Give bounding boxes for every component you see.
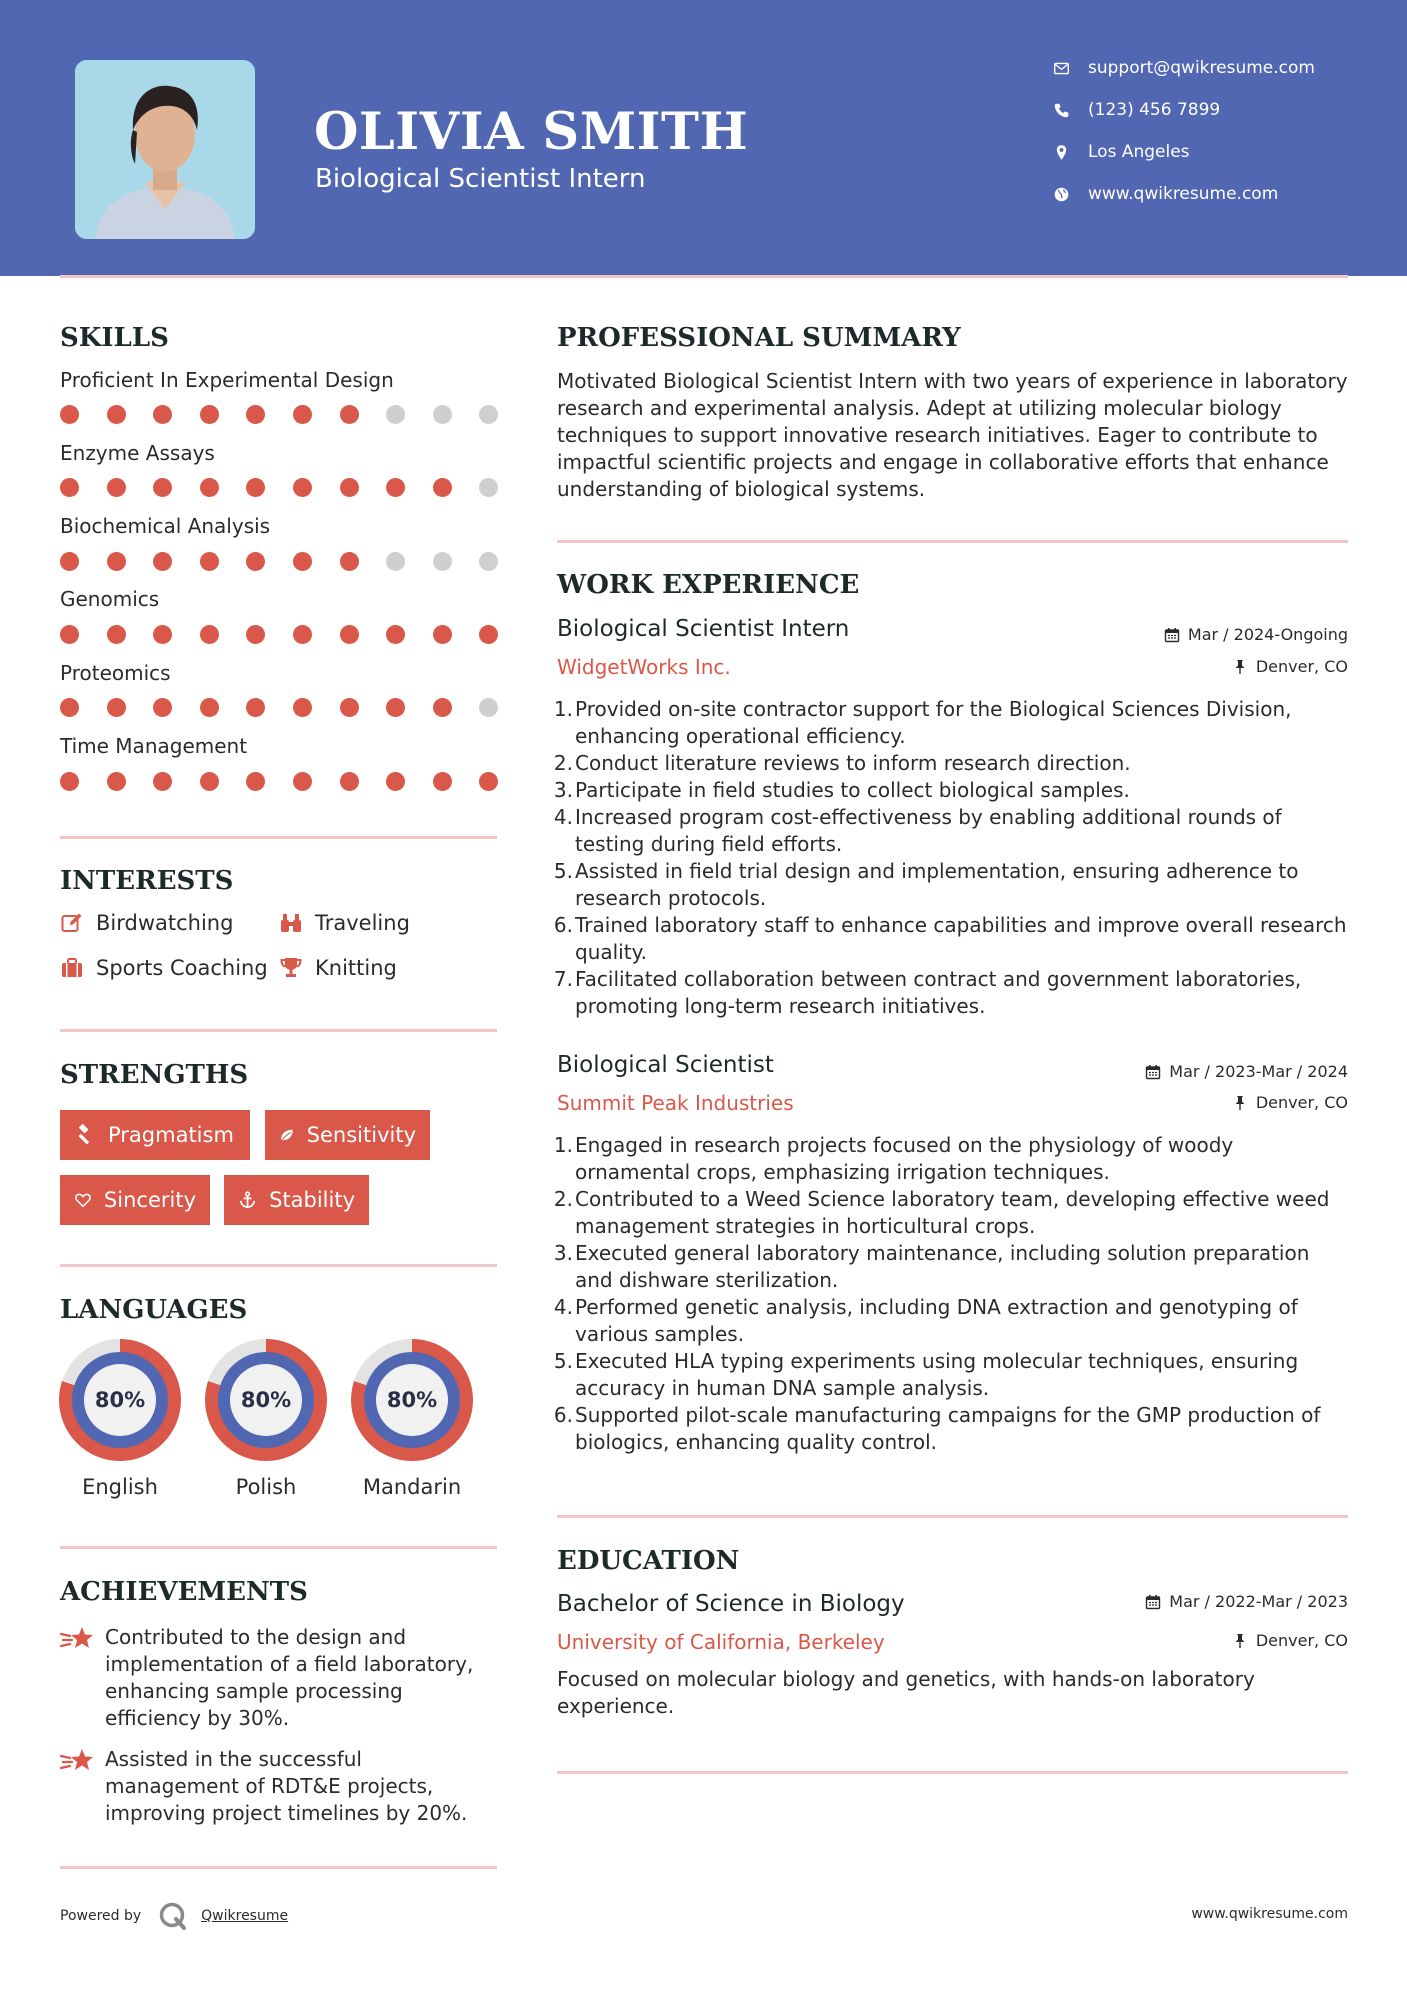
calendar-icon	[1164, 627, 1180, 643]
skill-dot	[433, 698, 452, 717]
map-marker-icon	[1050, 141, 1072, 163]
skill-dot	[107, 405, 126, 424]
globe-icon	[1050, 183, 1072, 205]
skill-dot	[200, 552, 219, 571]
calendar-icon	[1145, 1064, 1161, 1080]
skill-rating	[60, 698, 500, 718]
skill-dot	[60, 625, 79, 644]
skill-dot	[340, 625, 359, 644]
strength-label: Sensitivity	[306, 1123, 416, 1147]
skill-dot	[293, 698, 312, 717]
pushpin-icon	[1232, 1633, 1248, 1649]
skill-dot	[479, 552, 498, 571]
contact-phone-text: (123) 456 7899	[1088, 100, 1221, 120]
skill-dot	[386, 405, 405, 424]
skill-dot	[60, 478, 79, 497]
skill-dot	[200, 772, 219, 791]
strength-tag	[224, 1175, 369, 1225]
job-bullet: Supported pilot-scale manufacturing campaigns for the GMP production of biologics, enhancing quality control.	[575, 1403, 1321, 1454]
summary-title: PROFESSIONAL SUMMARY	[557, 323, 961, 353]
job-title: Biological Scientist Intern	[557, 616, 850, 642]
pushpin-icon	[1232, 659, 1248, 675]
section-divider	[557, 1771, 1348, 1774]
job-bullet: Contributed to a Weed Science laboratory team, developing effective weed management strategies in horticultural crops.	[575, 1187, 1330, 1238]
trophy-icon	[279, 956, 303, 980]
skill-dot	[340, 772, 359, 791]
skill-dot	[479, 772, 498, 791]
skill-dot	[107, 478, 126, 497]
section-divider	[60, 1546, 497, 1549]
job-date-text: Mar / 2023-Mar / 2024	[1169, 1062, 1348, 1081]
skill-dot	[153, 552, 172, 571]
job-title: Biological Scientist	[557, 1052, 774, 1078]
section-divider	[60, 1264, 497, 1267]
job-date	[1164, 625, 1348, 644]
skill-dot	[153, 698, 172, 717]
skill-dot	[246, 625, 265, 644]
education-title: EDUCATION	[557, 1546, 740, 1576]
job-bullet: Trained laboratory staff to enhance capabilities and improve overall research quality.	[575, 913, 1347, 964]
skill-dot	[153, 478, 172, 497]
language-name: Mandarin	[362, 1475, 462, 1499]
portrait-image	[75, 60, 255, 239]
education-location-text: Denver, CO	[1255, 1631, 1348, 1650]
strength-label: Sincerity	[103, 1188, 196, 1212]
strength-tag	[60, 1110, 250, 1160]
skill-dot	[433, 552, 452, 571]
skill-dot	[246, 478, 265, 497]
skill-dot	[60, 772, 79, 791]
languages-title: LANGUAGES	[60, 1295, 248, 1325]
interest-label: Birdwatching	[96, 911, 234, 935]
achievement-text: Assisted in the successful management of RDT&E projects, improving project timelines by 20%.	[105, 1747, 468, 1825]
job-company: Summit Peak Industries	[557, 1091, 794, 1115]
skill-name: Biochemical Analysis	[60, 514, 271, 538]
contact-phone[interactable]	[1050, 99, 1220, 121]
skill-name: Proteomics	[60, 661, 171, 685]
skill-dot	[433, 478, 452, 497]
interest-label: Knitting	[315, 956, 397, 980]
language-gauge	[351, 1339, 473, 1461]
job-bullets	[557, 1132, 1352, 1456]
job-bullet: Conduct literature reviews to inform research direction.	[575, 751, 1131, 775]
skill-rating	[60, 772, 500, 792]
candidate-role: Biological Scientist Intern	[315, 164, 646, 194]
skill-dot	[479, 625, 498, 644]
language-name: English	[82, 1475, 158, 1499]
section-divider	[60, 836, 497, 839]
job-date	[1145, 1062, 1348, 1081]
skill-dot	[107, 552, 126, 571]
language-percent: 80%	[376, 1364, 448, 1436]
section-divider	[60, 1029, 497, 1032]
job-bullet: Participate in field studies to collect biological samples.	[575, 778, 1130, 802]
skill-rating	[60, 478, 500, 498]
interest-label: Traveling	[315, 911, 410, 935]
skill-name: Genomics	[60, 587, 160, 611]
language-gauge	[59, 1339, 181, 1461]
anchor-icon	[238, 1189, 257, 1211]
skill-dot	[340, 478, 359, 497]
skill-dot	[200, 625, 219, 644]
job-bullet: Increased program cost-effectiveness by enabling additional rounds of testing during field efforts.	[575, 805, 1282, 856]
skill-dot	[107, 698, 126, 717]
job-bullets	[557, 696, 1352, 1020]
skill-dot	[293, 625, 312, 644]
job-bullet: Performed genetic analysis, including DNA extraction and genotyping of various samples.	[575, 1295, 1298, 1346]
gavel-icon	[74, 1124, 96, 1146]
language-percent: 80%	[84, 1364, 156, 1436]
skill-dot	[246, 405, 265, 424]
footer-powered-by	[60, 1900, 288, 1932]
contact-email[interactable]	[1050, 57, 1315, 79]
job-location	[1232, 657, 1348, 676]
job-location-text: Denver, CO	[1255, 657, 1348, 676]
pencil-square-icon	[60, 911, 84, 935]
achievement-item	[60, 1746, 500, 1827]
skill-dot	[293, 405, 312, 424]
education-degree: Bachelor of Science in Biology	[557, 1591, 905, 1617]
skill-dot	[386, 698, 405, 717]
job-date-text: Mar / 2024-Ongoing	[1187, 625, 1348, 644]
section-divider	[557, 1515, 1348, 1518]
skill-rating	[60, 625, 500, 645]
interest-item	[60, 911, 233, 935]
summary-text: Motivated Biological Scientist Intern with two years of experience in laboratory research and experimental analysis. Adept at utilizing molecular biology techniques to support innovative research initiatives. Eager to contribute to impactful scientific projects and engage in collaborative efforts that enhance understanding of biological systems.	[557, 369, 1348, 501]
contact-website[interactable]	[1050, 183, 1278, 205]
job-bullet: Engaged in research projects focused on the physiology of woody ornamental crops, emphasizing irrigation techniques.	[575, 1133, 1234, 1184]
skill-dot	[433, 625, 452, 644]
skill-dot	[246, 772, 265, 791]
skill-dot	[246, 552, 265, 571]
candidate-name: OLIVIA SMITH	[314, 102, 749, 162]
job-bullet: Executed HLA typing experiments using molecular techniques, ensuring accuracy in human DNA sample analysis.	[575, 1349, 1299, 1400]
section-divider	[557, 540, 1348, 543]
contact-location	[1050, 141, 1190, 163]
skill-dot	[386, 772, 405, 791]
job-bullet: Facilitated collaboration between contract and government laboratories, promoting long-term research initiatives.	[575, 967, 1302, 1018]
language-percent: 80%	[230, 1364, 302, 1436]
education-location	[1232, 1631, 1348, 1650]
envelope-icon	[1050, 57, 1072, 79]
leaf-icon	[279, 1124, 295, 1146]
skill-dot	[386, 552, 405, 571]
interests-title: INTERESTS	[60, 866, 234, 896]
strength-label: Pragmatism	[108, 1123, 234, 1147]
skill-dot	[386, 478, 405, 497]
strength-label: Stability	[269, 1188, 355, 1212]
skill-dot	[340, 552, 359, 571]
skill-dot	[479, 698, 498, 717]
skill-dot	[479, 478, 498, 497]
strength-tag	[265, 1110, 430, 1160]
header-divider	[60, 275, 1348, 278]
skill-rating	[60, 552, 500, 572]
strength-tag	[60, 1175, 210, 1225]
contact-location-text: Los Angeles	[1088, 142, 1190, 162]
skill-name: Time Management	[60, 734, 248, 758]
binoculars-icon	[279, 911, 303, 935]
education-school: University of California, Berkeley	[557, 1630, 885, 1654]
skill-dot	[340, 698, 359, 717]
interest-item	[60, 956, 268, 980]
skill-dot	[433, 405, 452, 424]
skill-dot	[433, 772, 452, 791]
education-date-text: Mar / 2022-Mar / 2023	[1169, 1592, 1348, 1611]
skill-dot	[293, 772, 312, 791]
job-bullet: Assisted in field trial design and implementation, ensuring adherence to research protocols.	[575, 859, 1299, 910]
job-location-text: Denver, CO	[1255, 1093, 1348, 1112]
shooting-star-icon	[60, 1747, 94, 1775]
contact-email-text: support@qwikresume.com	[1088, 58, 1315, 78]
skill-name: Proficient In Experimental Design	[60, 368, 394, 392]
skill-dot	[200, 698, 219, 717]
qwikresume-logo-icon	[157, 1900, 189, 1932]
skill-rating	[60, 405, 500, 425]
briefcase-icon	[60, 956, 84, 980]
phone-icon	[1050, 99, 1072, 121]
education-text: Focused on molecular biology and genetics, with hands-on laboratory experience.	[557, 1667, 1255, 1718]
job-location	[1232, 1093, 1348, 1112]
skill-dot	[200, 478, 219, 497]
powered-by-label: Powered by	[60, 1908, 142, 1924]
profile-photo	[75, 60, 255, 239]
achievement-item	[60, 1624, 500, 1732]
skills-title: SKILLS	[60, 323, 169, 353]
resume-header	[0, 0, 1407, 276]
language-gauge	[205, 1339, 327, 1461]
skill-dot	[200, 405, 219, 424]
skill-dot	[60, 405, 79, 424]
skill-dot	[153, 772, 172, 791]
interest-item	[279, 911, 410, 935]
experience-title: WORK EXPERIENCE	[557, 570, 860, 600]
achievement-text: Contributed to the design and implementation of a field laboratory, enhancing sample processing efficiency by 30%.	[105, 1625, 474, 1730]
job-company: WidgetWorks Inc.	[557, 655, 731, 679]
skill-dot	[107, 772, 126, 791]
skill-dot	[293, 478, 312, 497]
calendar-icon	[1145, 1594, 1161, 1610]
skill-dot	[293, 552, 312, 571]
pushpin-icon	[1232, 1095, 1248, 1111]
job-bullet: Provided on-site contractor support for the Biological Sciences Division, enhancing operational efficiency.	[575, 697, 1292, 748]
skill-dot	[153, 625, 172, 644]
skill-name: Enzyme Assays	[60, 441, 215, 465]
skill-dot	[107, 625, 126, 644]
heart-icon	[74, 1189, 92, 1211]
shooting-star-icon	[60, 1625, 94, 1653]
skill-dot	[60, 552, 79, 571]
skill-dot	[60, 698, 79, 717]
contact-website-text: www.qwikresume.com	[1088, 184, 1279, 204]
skill-dot	[479, 405, 498, 424]
achievements-title: ACHIEVEMENTS	[60, 1577, 308, 1607]
job-bullet: Executed general laboratory maintenance, including solution preparation and dishware sterilization.	[575, 1241, 1310, 1292]
footer-website[interactable]: www.qwikresume.com	[1191, 1906, 1348, 1922]
skill-dot	[340, 405, 359, 424]
skill-dot	[246, 698, 265, 717]
interest-item	[279, 956, 397, 980]
skill-dot	[153, 405, 172, 424]
skill-dot	[386, 625, 405, 644]
education-date	[1145, 1592, 1348, 1611]
qwikresume-link[interactable]: Qwikresume	[201, 1908, 289, 1924]
strengths-title: STRENGTHS	[60, 1060, 249, 1090]
section-divider	[60, 1866, 497, 1869]
interest-label: Sports Coaching	[96, 956, 268, 980]
language-name: Polish	[235, 1475, 297, 1499]
